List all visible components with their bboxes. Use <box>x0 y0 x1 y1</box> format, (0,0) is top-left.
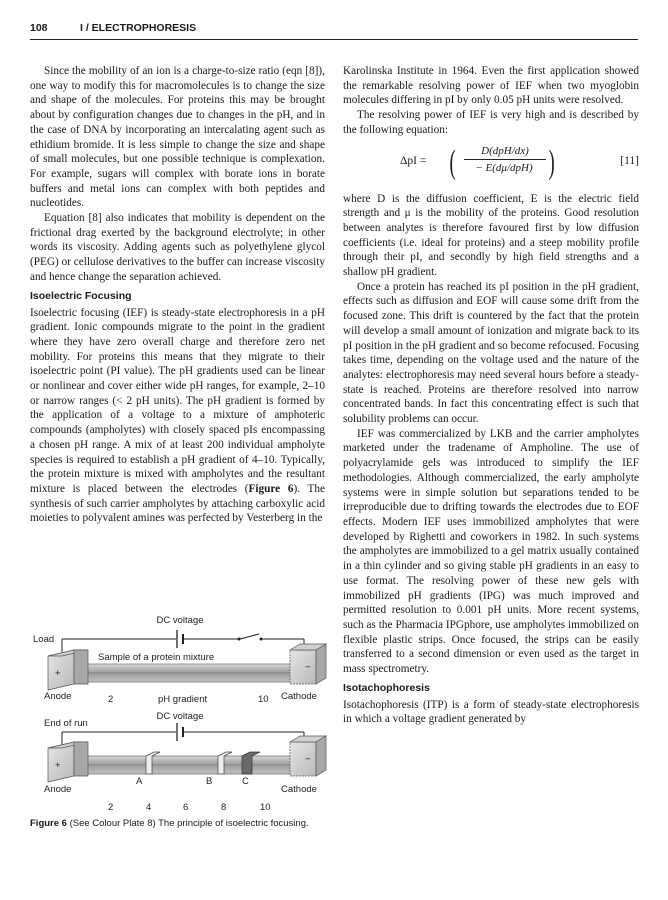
figure-caption <box>30 818 330 831</box>
right-paragraph-5: IEF was commercialized by LKB and the carrier ampholytes marketed under the tradename of Ampholine. The use of polyacrylamide gels was introduced to simplify the IEF methodologies. Although commercialized, the early ampholyte systems were in simple solution but separations tended to be irreproducible due to drifting towards the electrodes due to EOF effects. Modern IEF uses immobilized ampholytes that were developed by Righetti and coworkers in 1982. In such systems the ampholytes are immobilized to a gel matrix usually contained in a thin cylinder and so giving stable pH gradients in an easy to use format. The resolving power of these new gels with immobilized pH gradients (IPG) was much improved and permitted resolution to 0.001 pH units. More recent systems, such as the Pharmacia IPGphore, use ampholytes immobilized on flexible plastic strips. Once focused, the strips can be easily transferred to a second dimension or even used as the target in mass spectrometry. <box>343 427 639 676</box>
band-a-label: A <box>136 776 143 787</box>
cathode-label-2: Cathode <box>281 784 317 795</box>
page-number: 108 <box>30 22 48 34</box>
minus-sign-1: − <box>305 662 311 673</box>
figure-6-diagram <box>28 606 330 816</box>
p3-text-b: ). The synthesis of such carrier ampholytes by attaching carboxylic acid moieties to polyvalent amines was perfected by Vesterberg in the <box>30 482 325 525</box>
section-heading-ief: Isoelectric Focusing <box>30 289 132 302</box>
anode-label-1: Anode <box>44 691 72 702</box>
equation-number: [11] <box>620 154 639 167</box>
figure-reference: Figure 6 <box>248 482 294 495</box>
band-c-label: C <box>242 776 249 787</box>
anode-box-side-2 <box>74 742 88 776</box>
left-paragraph-2: Equation [8] also indicates that mobility is dependent on the frictional drag exerted by the background electrolyte; in other words its viscosity. Adding agents such as polyethylene glycol (PEG) or cellulose derivatives to the buffer can increase viscosity and hence change the separation achieved. <box>30 212 326 283</box>
right-paragraph-1: Karolinska Institute in 1964. Even the first application showed the remarkable resolving power of IEF when two myoglobin molecules differing in pI by only 0.05 pH units were resolved. <box>343 65 639 107</box>
right-column <box>343 64 639 727</box>
cathode-box-2 <box>290 742 316 776</box>
ph-end-label: 10 <box>258 694 269 705</box>
left-paragraph-3 <box>30 306 325 527</box>
equation-11 <box>343 142 639 190</box>
end-of-run-panel <box>44 711 326 813</box>
dc-voltage-label-1: DC voltage <box>156 615 204 626</box>
anode-box-side-1 <box>74 650 88 684</box>
right-paragraph-6: Isotachophoresis (ITP) is a form of steady-state electrophoresis in which a voltage gradient generated by <box>343 698 639 726</box>
sample-label: Sample of a protein mixture <box>98 652 215 663</box>
caption-label: Figure 6 <box>30 818 67 829</box>
right-paragraph-4: Once a protein has reached its pI position in the pH gradient, effects such as diffusion and EOF will cause some drift from the focused zone. This drift is countered by the fact that the protein will develop a small amount of ionization and migrate back to its pI position in the pH gradient and so become refocused. Focusing takes time, depending on the voltage used and the nature of the analytes: electrophoresis may need several hours before a steady-state is reached. Proteins are therefore resolved into narrow concentrated bands. In fact this concentrating effect is such that solubility problems can occur. <box>343 280 639 426</box>
plus-sign-2: + <box>55 760 61 771</box>
header-rule <box>30 39 638 40</box>
scale-tick-10: 10 <box>260 802 271 813</box>
equation-denominator: − E(dμ/dpH) <box>475 161 533 174</box>
scale-tick-4: 4 <box>146 802 152 813</box>
equation-right-paren: ) <box>548 143 555 181</box>
ph-scale <box>108 802 271 813</box>
minus-sign-2: − <box>305 754 311 765</box>
section-heading-itp: Isotachophoresis <box>343 681 430 694</box>
scale-tick-8: 8 <box>221 802 227 813</box>
dc-voltage-label-2: DC voltage <box>156 711 204 722</box>
caption-text: (See Colour Plate 8) The principle of isoelectric focusing. <box>66 818 309 829</box>
right-paragraph-3: where D is the diffusion coefficient, E is the electric field strength and μ is the mobility of the proteins. Good resolution between analytes is therefore favoured first by low diffusion coefficients (i.e. ideal for proteins) and a steep mobility profile through their pI, and secondly by high field strengths and a shallow pH gradient. <box>343 192 639 279</box>
scale-tick-6: 6 <box>183 802 189 813</box>
running-header <box>30 18 638 38</box>
cathode-box-1 <box>290 650 316 684</box>
left-paragraph-1: Since the mobility of an ion is a charge-to-size ratio (eqn [8]), one way to modify this for macromolecules is to change the size and shape of the molecules. For proteins this may be brought about by configuration changes due to changes in the pH, and in the case of DNA by incorporating an intercalating agent such as ethidium bromide. It is less simple to change the size and shape of small molecules, but one possible technique is complexation. For example, sugars will complex with borate ions in borate buffers and metal ions can complex with both peptides and nucleotides. <box>30 65 325 210</box>
equation-lhs: ΔpI = <box>400 154 427 167</box>
plus-sign-1: + <box>55 668 61 679</box>
anode-label-2: Anode <box>44 784 72 795</box>
switch-contact-1a <box>238 638 241 641</box>
band-b-label: B <box>206 776 213 787</box>
scale-tick-2: 2 <box>108 802 114 813</box>
section-title: I / ELECTROPHORESIS <box>80 22 197 34</box>
end-of-run-label: End of run <box>44 718 88 729</box>
right-paragraph-2: The resolving power of IEF is very high and is described by the following equation: <box>343 109 639 136</box>
load-panel <box>33 615 326 705</box>
p3-text-a: Isoelectric focusing (IEF) is steady-state electrophoresis in a pH gradient. Ionic compounds migrate to the point in the gradient where they have zero overall charge and therefore zero net mobility. For proteins this means that they migrate to their isoelectric point (PI value). The pH gradients used can be linear or nonlinear and cover either wide pH ranges, for example, 2–10 or narrow ranges (< 2 pH units). The pH gradient is formed by the application of a voltage to a mixture of amphoteric compounds (ampholytes) with closely spaced pIs encompassing a chosen pH range. A mix of at least 200 individual ampholyte species is required to establish a pH gradient of 4–10. Typically, the protein mixture is mixed with ampholytes and the resultant mixture is placed between the electrodes ( <box>30 306 325 495</box>
equation-numerator: D(dpH/dx) <box>464 144 546 161</box>
load-label: Load <box>33 634 55 645</box>
cathode-box-side-1 <box>316 644 326 684</box>
ph-gradient-label: pH gradient <box>158 694 208 705</box>
cathode-label-1: Cathode <box>281 691 317 702</box>
equation-left-paren: ( <box>449 143 456 181</box>
ph-start-label: 2 <box>108 694 114 705</box>
cathode-box-side-2 <box>316 736 326 776</box>
switch-1 <box>240 634 259 639</box>
left-column <box>30 64 325 526</box>
